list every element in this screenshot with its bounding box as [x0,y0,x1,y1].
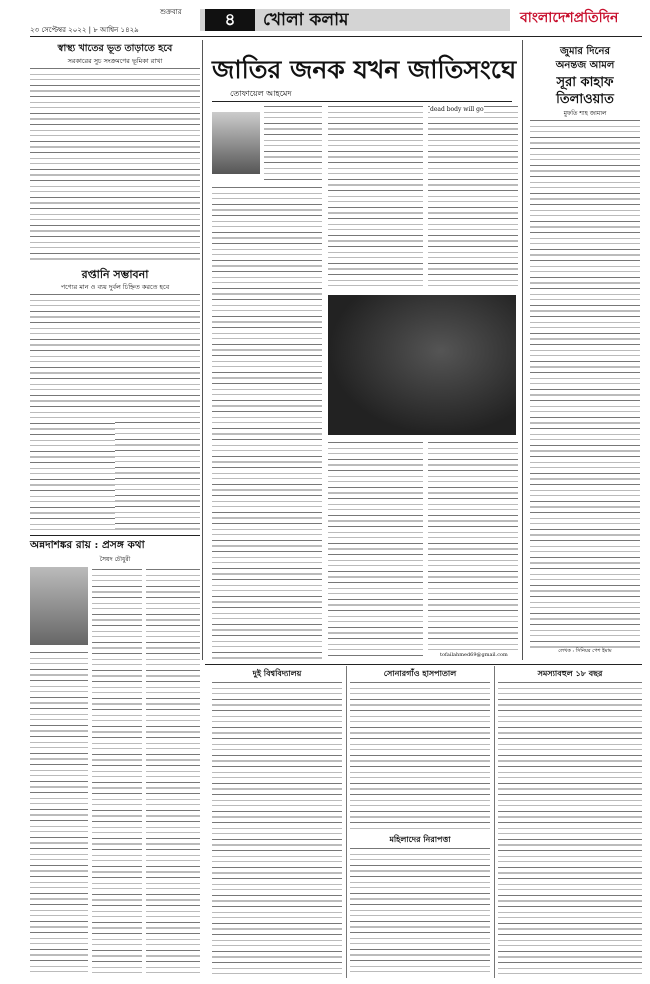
left-mid-body-col2 [115,420,200,532]
left-top-article [30,42,200,264]
bottom-rule [205,664,642,665]
left-top-subtitle: সরকারের সুচ সংক্রমণের ভূমিকা রাখা [67,57,163,65]
main-body-col3b [428,440,518,650]
col-divider-1 [202,40,203,660]
section-title: খোলা কলাম [263,10,349,30]
right-title-2: তিলাওয়াত [556,92,614,107]
logo [520,6,640,34]
main-email: tofailahmed69@gmail.com [440,652,508,658]
left-bottom-body-b [30,650,88,977]
masthead [0,0,650,40]
main-title-rule [212,101,512,102]
left-bottom-body-a [92,567,142,977]
bottom-col2-body [350,680,490,830]
right-body [530,118,640,648]
author-photo-left [30,567,88,645]
main-quote: dead body will go [430,106,484,113]
main-body-col1 [264,104,322,182]
left-divider [30,535,200,536]
main-photo [328,295,516,435]
right-kicker-2: অনন্তজ আমল [555,60,615,71]
page-number: ৪ [205,9,255,31]
bottom-col1-title: দুই বিশ্ববিদ্যালয় [252,668,302,678]
bottom-col3-body [498,680,642,977]
right-byline: মুফতি শাহ জামাল [563,110,607,117]
main-author: তোফায়েল আহমেদ [230,89,292,98]
left-mid-subtitle: পণ্যের মান ও ব্যয় দুর্বল চিহ্নিত করতে হবে [60,283,170,291]
right-footer: লেখক : সিনিয়র পেশ ইমাম [530,648,640,656]
bottom-col2b-title: মহিলাদের নিরাপত্তা [389,834,451,844]
left-bottom-body-c [146,567,200,977]
main-body-col2 [328,104,423,289]
left-bottom-byline: সৈয়দ চৌধুরী [99,556,131,563]
logo-part-2: প্রতিদিন [573,10,619,26]
bottom-col2-title: সোনারগাঁও হাসপাতাল [383,668,457,678]
main-title: জাতির জনক যখন জাতিসংঘে [212,55,517,84]
left-top-body [30,66,200,262]
left-mid-title: রপ্তানি সম্ভাবনা [81,268,149,281]
main-body-col1b [212,185,322,660]
bottom-col3-title: সমস্যাবহুল ১৮ বছর [537,668,603,678]
right-kicker: জুমার দিনের [560,46,610,57]
left-bottom-title: অন্নদাশঙ্কর রায় : প্রসঙ্গ কথা [30,539,145,551]
bottom-divider-2 [494,666,495,978]
masthead-rule [30,36,642,37]
bottom-col1-body [212,680,342,977]
col-divider-2 [522,40,523,660]
bottom-divider-1 [346,666,347,978]
issue-day: শুক্রবার [160,8,182,16]
main-body-col2b [328,440,423,660]
main-body-col3 [428,104,518,289]
left-top-title: স্বাস্থ্য খাতের ভূত তাড়াতে হবে [57,43,173,54]
right-title-1: সূরা কাহাফ [556,75,614,90]
author-photo-main [212,112,260,174]
logo-part-1: বাংলাদেশ [520,10,574,26]
bottom-col2b-body [350,846,490,977]
issue-date: ২৩ সেপ্টেম্বর ২০২২ | ৮ আশ্বিন ১৪২৯ [30,26,139,34]
